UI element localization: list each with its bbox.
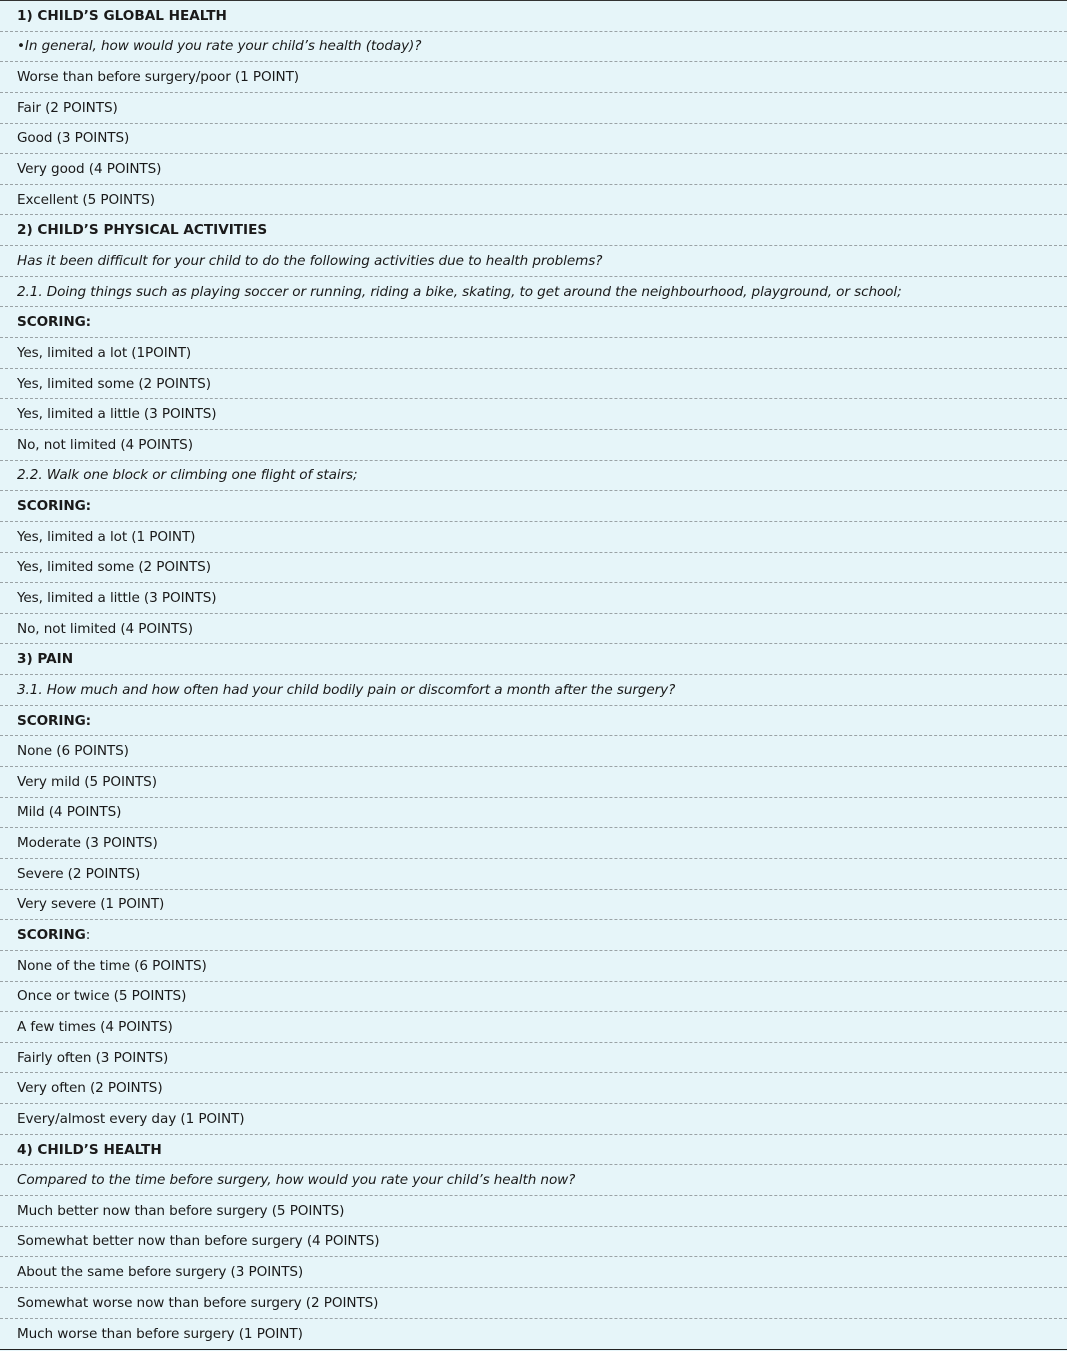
option-row: Worse than before surgery/poor (1 POINT) bbox=[0, 62, 1067, 93]
option-row: Severe (2 POINTS) bbox=[0, 859, 1067, 890]
option-row: Very good (4 POINTS) bbox=[0, 154, 1067, 185]
option-row: Very mild (5 POINTS) bbox=[0, 767, 1067, 798]
section-heading: 1) CHILD’S GLOBAL HEALTH bbox=[0, 1, 1067, 32]
option-row: Good (3 POINTS) bbox=[0, 124, 1067, 155]
option-row: Excellent (5 POINTS) bbox=[0, 185, 1067, 216]
option-row: None of the time (6 POINTS) bbox=[0, 951, 1067, 982]
scoring-label-row bbox=[0, 706, 1067, 737]
option-row: Moderate (3 POINTS) bbox=[0, 828, 1067, 859]
question-row: Has it been difficult for your child to do the following activities due to health problems? bbox=[0, 246, 1067, 277]
section-heading: 4) CHILD’S HEALTH bbox=[0, 1135, 1067, 1166]
question-row: Compared to the time before surgery, how would you rate your child’s health now? bbox=[0, 1165, 1067, 1196]
section-heading: 2) CHILD’S PHYSICAL ACTIVITIES bbox=[0, 215, 1067, 246]
scoring-label: SCORING: bbox=[17, 314, 92, 331]
option-row: Yes, limited a little (3 POINTS) bbox=[0, 399, 1067, 430]
option-row: Fair (2 POINTS) bbox=[0, 93, 1067, 124]
scoring-label-row bbox=[0, 491, 1067, 522]
option-row: Every/almost every day (1 POINT) bbox=[0, 1104, 1067, 1135]
option-row: Yes, limited a lot (1 POINT) bbox=[0, 522, 1067, 553]
section-heading: 3) PAIN bbox=[0, 644, 1067, 675]
scoring-label-row bbox=[0, 307, 1067, 338]
option-row: Once or twice (5 POINTS) bbox=[0, 982, 1067, 1013]
option-row: No, not limited (4 POINTS) bbox=[0, 430, 1067, 461]
option-row: Much worse than before surgery (1 POINT) bbox=[17, 1325, 303, 1342]
option-row: No, not limited (4 POINTS) bbox=[0, 614, 1067, 645]
option-row: Yes, limited a lot (1POINT) bbox=[0, 338, 1067, 369]
option-row: None (6 POINTS) bbox=[0, 736, 1067, 767]
question-row: 3.1. How much and how often had your child bodily pain or discomfort a month after the surgery? bbox=[0, 675, 1067, 706]
question-row: 2.1. Doing things such as playing soccer or running, riding a bike, skating, to get around the neighbourhood, playground, or school; bbox=[0, 277, 1067, 308]
option-row: Yes, limited some (2 POINTS) bbox=[0, 553, 1067, 584]
scoring-label: SCORING: bbox=[17, 712, 92, 729]
option-row: About the same before surgery (3 POINTS) bbox=[0, 1257, 1067, 1288]
option-row: Very severe (1 POINT) bbox=[0, 890, 1067, 921]
question-row: 2.2. Walk one block or climbing one flight of stairs; bbox=[0, 461, 1067, 492]
option-row: Fairly often (3 POINTS) bbox=[0, 1043, 1067, 1074]
scoring-label-row bbox=[0, 920, 1067, 951]
option-row: Somewhat worse now than before surgery (2 POINTS) bbox=[0, 1288, 1067, 1319]
option-row: Somewhat better now than before surgery (4 POINTS) bbox=[0, 1227, 1067, 1258]
option-row: Mild (4 POINTS) bbox=[0, 798, 1067, 829]
scoring-label: SCORING bbox=[17, 927, 86, 944]
option-row: Much better now than before surgery (5 POINTS) bbox=[0, 1196, 1067, 1227]
scoring-label: SCORING: bbox=[17, 498, 92, 515]
option-row: Yes, limited some (2 POINTS) bbox=[0, 369, 1067, 400]
option-row: Yes, limited a little (3 POINTS) bbox=[0, 583, 1067, 614]
scoring-suffix: : bbox=[85, 927, 91, 944]
question-row: •In general, how would you rate your child’s health (today)? bbox=[0, 32, 1067, 63]
option-row: A few times (4 POINTS) bbox=[0, 1012, 1067, 1043]
option-row: Very often (2 POINTS) bbox=[0, 1073, 1067, 1104]
